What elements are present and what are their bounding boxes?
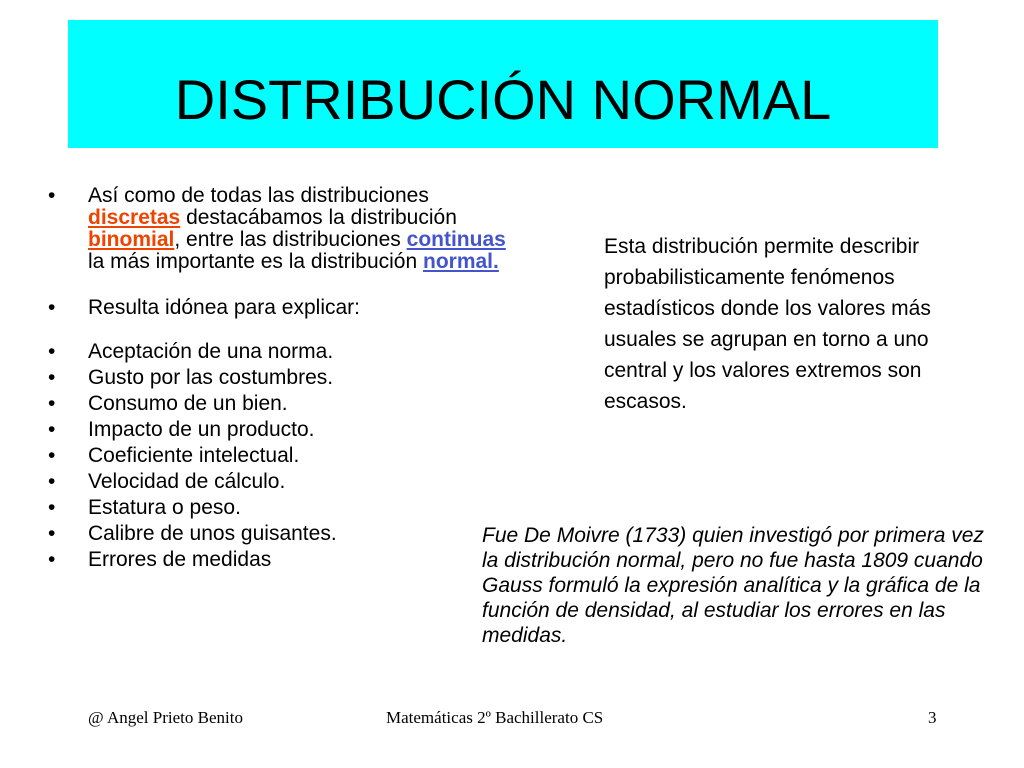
intro-bullet bbox=[48, 185, 518, 273]
history-note: Fue De Moivre (1733) quien investigó por primera vez la distribución normal, pero no fue hasta 1809 cuando Gauss formuló la expresión analítica y la gráfica de la función de densidad, al estudiar los errores en las medidas. bbox=[482, 524, 984, 647]
example-item: • Consumo de un bien. bbox=[48, 391, 518, 417]
example-item: • Velocidad de cálculo. bbox=[48, 469, 518, 495]
intro-text-3: , entre las distribuciones bbox=[174, 228, 407, 251]
footer-author: @ Angel Prieto Benito bbox=[88, 708, 243, 727]
description-note: Esta distribución permite describir probabilisticamente fenómenos estadísticos donde los valores más usuales se agrupan en torno a uno central y los valores extremos son escasos. bbox=[604, 235, 931, 413]
footer-page-number: 3 bbox=[928, 708, 937, 727]
example-item: • Calibre de unos guisantes. bbox=[48, 521, 518, 547]
bullet-list bbox=[48, 185, 518, 573]
keyword-continuas: continuas bbox=[406, 228, 506, 251]
intro-text-4: la más importante es la distribución bbox=[88, 250, 423, 273]
footer-course: Matemáticas 2º Bachillerato CS bbox=[386, 708, 604, 727]
example-item: • Estatura o peso. bbox=[48, 495, 518, 521]
example-item: • Errores de medidas bbox=[48, 547, 518, 573]
title-banner bbox=[68, 20, 938, 148]
keyword-binomial: binomial bbox=[88, 228, 175, 251]
slide-title: DISTRIBUCIÓN NORMAL bbox=[174, 68, 832, 131]
example-item: • Aceptación de una norma. bbox=[48, 339, 518, 365]
keyword-discretas: discretas bbox=[88, 206, 181, 229]
keyword-normal: normal. bbox=[423, 250, 499, 273]
explain-heading: • Resulta idónea para explicar: bbox=[48, 295, 518, 321]
intro-text-2: destacábamos la distribución bbox=[180, 206, 457, 229]
intro-text-1: Así como de todas las distribuciones bbox=[88, 184, 429, 207]
example-item: • Coeficiente intelectual. bbox=[48, 443, 518, 469]
example-item: • Impacto de un producto. bbox=[48, 417, 518, 443]
example-item: • Gusto por las costumbres. bbox=[48, 365, 518, 391]
